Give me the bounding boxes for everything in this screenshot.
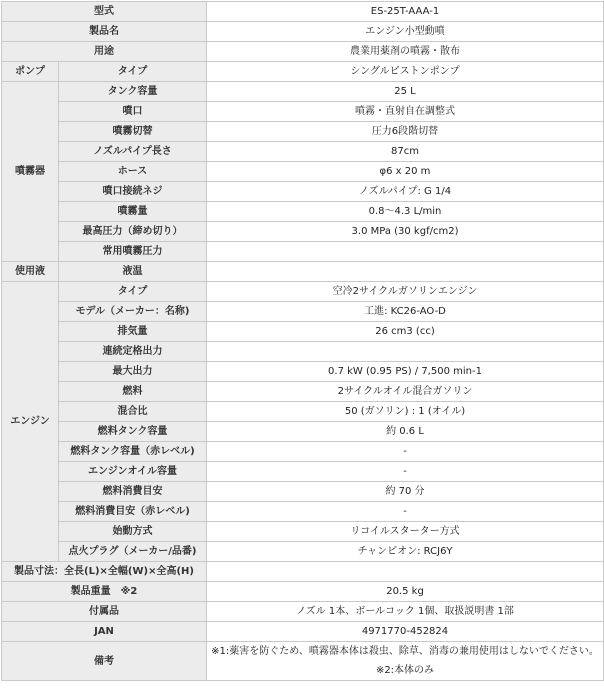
row-value-pump-type: シングルピストンポンプ — [207, 62, 604, 82]
row-label-tank-capacity: タンク容量 — [59, 82, 207, 102]
row-label-mix-ratio: 混合比 — [59, 402, 207, 422]
spec-row-rated-output — [2, 342, 604, 362]
row-label-remarks: 備考 — [2, 642, 207, 681]
row-label-max-pressure: 最高圧力（締め切り） — [59, 222, 207, 242]
row-label-dimensions: 製品寸法：全長(L)×全幅(W)×全高(H) — [2, 562, 207, 582]
spec-row-remarks — [2, 642, 604, 681]
row-label-fuel-consumption-red: 燃料消費目安（赤レベル) — [59, 502, 207, 522]
row-label-weight: 製品重量 ※2 — [2, 582, 207, 602]
row-label-liquid-temp: 液温 — [59, 262, 207, 282]
row-label-fuel-consumption: 燃料消費目安 — [59, 482, 207, 502]
row-label-hose: ホース — [59, 162, 207, 182]
spec-row-fuel-consumption — [2, 482, 604, 502]
spec-row-max-pressure — [2, 222, 604, 242]
row-label-engine-model: モデル（メーカー：名称) — [59, 302, 207, 322]
remarks-note-2: ※2:本体のみ — [375, 665, 435, 676]
row-value-hose: φ6 x 20 m — [207, 162, 604, 182]
row-value-fuel-tank: 約 0.6 L — [207, 422, 604, 442]
row-value-nozzle-pipe-length: 87cm — [207, 142, 604, 162]
spec-row-engine-model — [2, 302, 604, 322]
row-value-engine-model: 工進: KC26-AO-D — [207, 302, 604, 322]
row-value-dimensions — [207, 562, 604, 582]
row-value-product-name: エンジン小型動噴 — [207, 22, 604, 42]
spec-row-accessories — [2, 602, 604, 622]
row-value-spark-plug: チャンピオン: RCJ6Y — [207, 542, 604, 562]
spec-row-mix-ratio — [2, 402, 604, 422]
row-value-working-pressure — [207, 242, 604, 262]
row-value-weight: 20.5 kg — [207, 582, 604, 602]
group-label-pump: ポンプ — [2, 62, 59, 82]
row-label-pump-type: タイプ — [59, 62, 207, 82]
row-label-accessories: 付属品 — [2, 602, 207, 622]
row-label-spray-switch: 噴霧切替 — [59, 122, 207, 142]
spec-row-model — [2, 2, 604, 22]
spec-row-spray-switch — [2, 122, 604, 142]
row-label-start-method: 始動方式 — [59, 522, 207, 542]
spec-row-fuel-tank-red — [2, 442, 604, 462]
spec-row-displacement — [2, 322, 604, 342]
row-label-nozzle-thread: 噴口接続ネジ — [59, 182, 207, 202]
spec-row-nozzle-thread — [2, 182, 604, 202]
spec-row-engine-type — [2, 282, 604, 302]
row-value-model: ES-25T-AAA-1 — [207, 2, 604, 22]
spec-row-spray-volume — [2, 202, 604, 222]
spec-row-fuel — [2, 382, 604, 402]
spec-row-hose — [2, 162, 604, 182]
row-value-engine-type: 空冷2サイクルガソリンエンジン — [207, 282, 604, 302]
spec-row-working-pressure — [2, 242, 604, 262]
row-label-engine-type: タイプ — [59, 282, 207, 302]
spec-row-start-method — [2, 522, 604, 542]
row-value-liquid-temp — [207, 262, 604, 282]
row-value-rated-output — [207, 342, 604, 362]
row-value-tank-capacity: 25 L — [207, 82, 604, 102]
spec-row-nozzle — [2, 102, 604, 122]
row-label-fuel-tank: 燃料タンク容量 — [59, 422, 207, 442]
row-label-max-output: 最大出力 — [59, 362, 207, 382]
group-label-sprayer: 噴霧器 — [2, 82, 59, 262]
spec-row-jan — [2, 622, 604, 642]
row-label-nozzle: 噴口 — [59, 102, 207, 122]
spec-row-weight — [2, 582, 604, 602]
spec-row-fuel-consumption-red — [2, 502, 604, 522]
group-label-liquid: 使用液 — [2, 262, 59, 282]
row-value-spray-switch: 圧力6段階切替 — [207, 122, 604, 142]
group-label-engine: エンジン — [2, 282, 59, 562]
row-value-fuel-consumption: 約 70 分 — [207, 482, 604, 502]
spec-row-max-output — [2, 362, 604, 382]
row-value-remarks — [207, 642, 604, 681]
row-label-rated-output: 連続定格出力 — [59, 342, 207, 362]
spec-row-usage — [2, 42, 604, 62]
row-value-usage: 農業用薬剤の噴霧・散布 — [207, 42, 604, 62]
spec-row-pump-type — [2, 62, 604, 82]
row-label-working-pressure: 常用噴霧圧力 — [59, 242, 207, 262]
spec-row-tank-capacity — [2, 82, 604, 102]
row-label-model: 型式 — [2, 2, 207, 22]
row-value-spray-volume: 0.8〜4.3 L/min — [207, 202, 604, 222]
row-label-jan: JAN — [2, 622, 207, 642]
row-label-spray-volume: 噴霧量 — [59, 202, 207, 222]
spec-row-liquid-temp — [2, 262, 604, 282]
row-value-mix-ratio: 50 (ガソリン) : 1 (オイル) — [207, 402, 604, 422]
row-value-displacement: 26 cm3 (cc) — [207, 322, 604, 342]
row-label-nozzle-pipe-length: ノズルパイプ長さ — [59, 142, 207, 162]
row-label-fuel: 燃料 — [59, 382, 207, 402]
spec-table — [1, 1, 604, 681]
spec-row-spark-plug — [2, 542, 604, 562]
row-value-accessories: ノズル 1本、ボールコック 1個、取扱説明書 1部 — [207, 602, 604, 622]
row-label-spark-plug: 点火プラグ（メーカー/品番) — [59, 542, 207, 562]
spec-row-product-name — [2, 22, 604, 42]
row-label-usage: 用途 — [2, 42, 207, 62]
row-value-max-output: 0.7 kW (0.95 PS) / 7,500 min-1 — [207, 362, 604, 382]
row-value-nozzle-thread: ノズルパイプ: G 1/4 — [207, 182, 604, 202]
row-label-engine-oil: エンジンオイル容量 — [59, 462, 207, 482]
spec-row-fuel-tank — [2, 422, 604, 442]
row-label-fuel-tank-red: 燃料タンク容量（赤レベル) — [59, 442, 207, 462]
row-value-nozzle: 噴霧・直射自在調整式 — [207, 102, 604, 122]
remarks-note-1: ※1:薬害を防ぐため、噴霧器本体は殺虫、除草、消毒の兼用使用はしないでください。 — [211, 646, 599, 657]
spec-row-dimensions — [2, 562, 604, 582]
row-label-product-name: 製品名 — [2, 22, 207, 42]
row-value-max-pressure: 3.0 MPa (30 kgf/cm2) — [207, 222, 604, 242]
row-value-start-method: リコイルスターター方式 — [207, 522, 604, 542]
row-value-jan: 4971770-452824 — [207, 622, 604, 642]
row-value-fuel-consumption-red: - — [207, 502, 604, 522]
row-value-fuel: 2サイクルオイル混合ガソリン — [207, 382, 604, 402]
spec-row-engine-oil — [2, 462, 604, 482]
row-value-engine-oil: - — [207, 462, 604, 482]
row-label-displacement: 排気量 — [59, 322, 207, 342]
row-value-fuel-tank-red: - — [207, 442, 604, 462]
spec-row-nozzle-pipe-length — [2, 142, 604, 162]
